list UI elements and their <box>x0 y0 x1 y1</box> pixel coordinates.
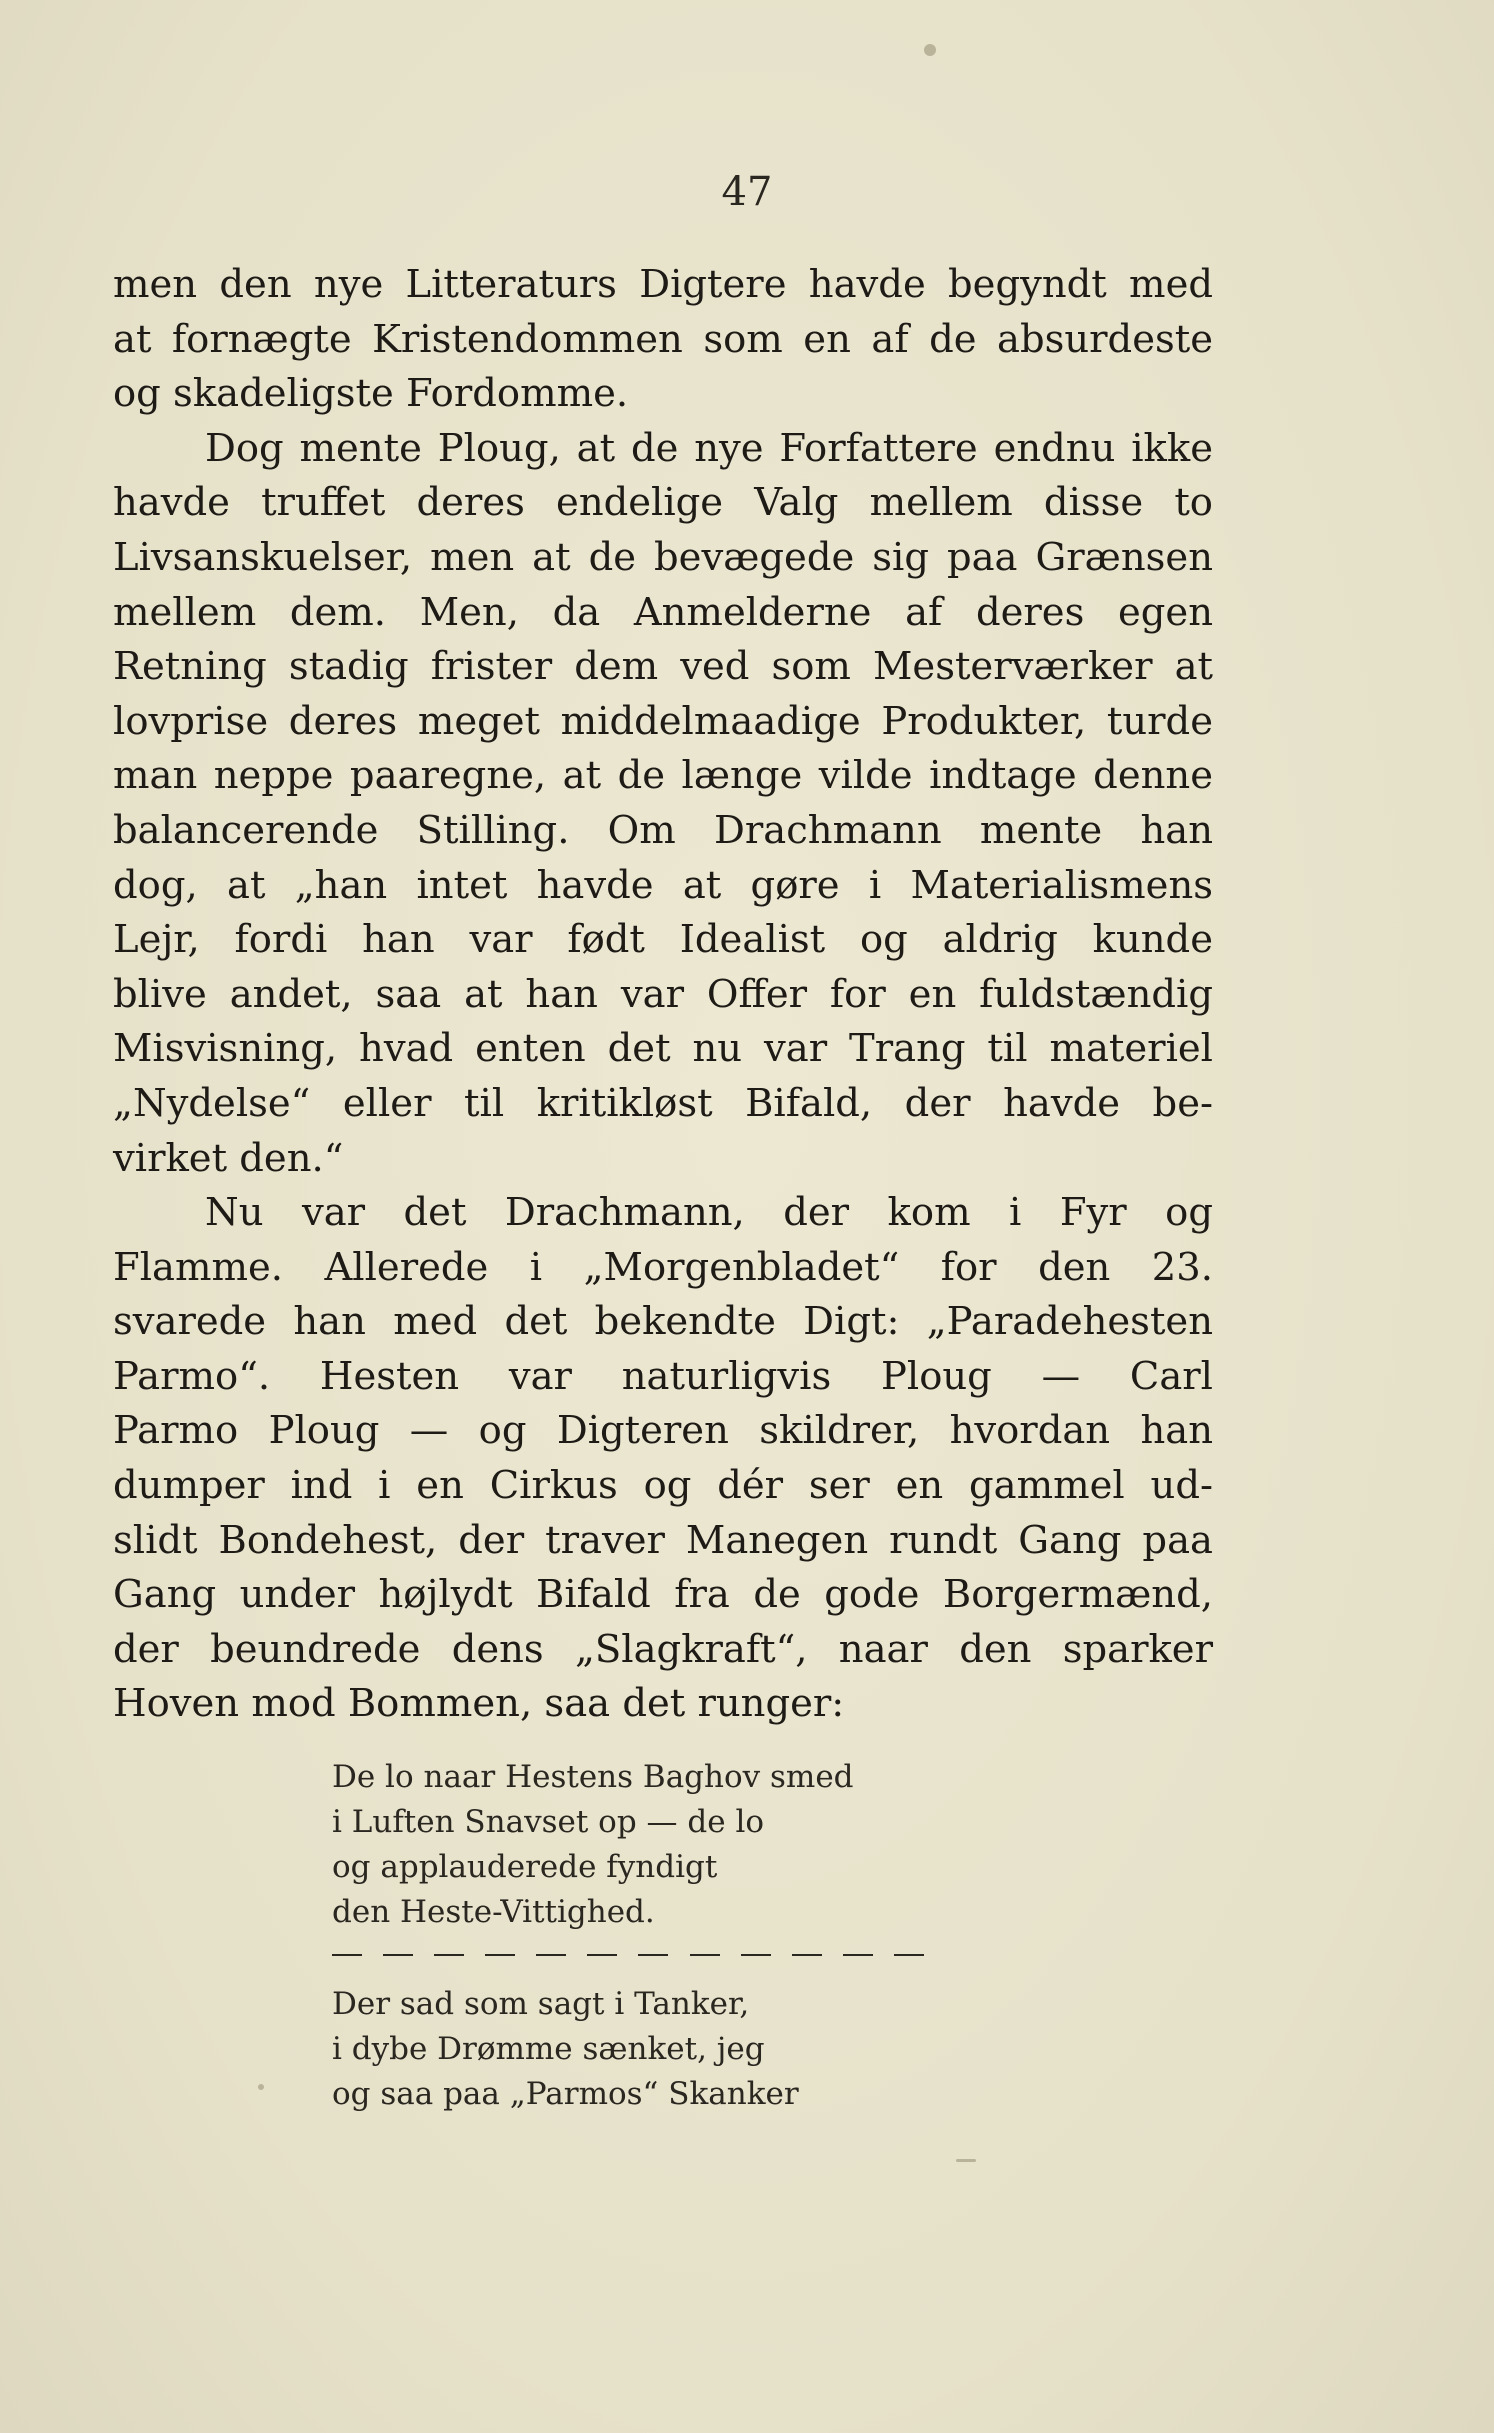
separator-dash <box>894 1954 924 1956</box>
text-line: og skadeligste Fordomme. <box>113 371 629 417</box>
text-line: Dog mente Ploug, at de nye Forfattere endnu ikke <box>205 425 1213 471</box>
separator-dash <box>434 1954 464 1956</box>
text-line: der beundrede dens „Slagkraft“, naar den sparker <box>113 1626 1213 1672</box>
text-line: at fornægte Kristendommen som en af de absurdeste <box>113 316 1213 362</box>
separator-dash <box>843 1954 873 1956</box>
separator-dash <box>792 1954 822 1956</box>
text-line: man neppe paaregne, at de længe vilde indtage denne <box>113 753 1213 799</box>
poem-line: og applauderede fyndigt <box>332 1849 718 1885</box>
text-line: Livsanskuelser, men at de bevægede sig paa Grænsen <box>113 534 1213 580</box>
text-line: dog, at „han intet havde at gøre i Materialismens <box>113 862 1213 908</box>
poem-line: i Luften Snavset op — de lo <box>332 1804 765 1840</box>
text-line: dumper ind i en Cirkus og dér ser en gammel ud- <box>113 1463 1213 1509</box>
separator-dash <box>690 1954 720 1956</box>
text-line: lovprise deres meget middelmaadige Produkter, turde <box>113 698 1213 744</box>
text-line: balancerende Stilling. Om Drachmann mente han <box>113 807 1213 853</box>
page-number: 47 <box>721 169 773 215</box>
paper-speck <box>956 2159 976 2162</box>
poem-line: Der sad som sagt i Tanker, <box>332 1986 750 2022</box>
text-line: slidt Bondehest, der traver Manegen rundt Gang paa <box>113 1517 1213 1563</box>
stanza-separator <box>332 1940 924 1970</box>
text-line: Flamme. Allerede i „Morgenbladet“ for den 23. <box>113 1244 1213 1290</box>
text-line: Parmo Ploug — og Digteren skildrer, hvordan han <box>113 1408 1213 1454</box>
text-line: Retning stadig frister dem ved som Mesterværker at <box>113 644 1213 690</box>
separator-dash <box>383 1954 413 1956</box>
text-line: Parmo“. Hesten var naturligvis Ploug — Carl <box>113 1353 1213 1399</box>
text-line: havde truffet deres endelige Valg mellem disse to <box>113 480 1213 526</box>
text-line: „Nydelse“ eller til kritikløst Bifald, der havde be- <box>113 1080 1213 1126</box>
separator-dash <box>741 1954 771 1956</box>
text-line: svarede han med det bekendte Digt: „Paradehesten <box>113 1299 1213 1345</box>
text-line: Nu var det Drachmann, der kom i Fyr og <box>205 1190 1213 1236</box>
text-line: mellem dem. Men, da Anmelderne af deres egen <box>113 589 1213 635</box>
text-line: Hoven mod Bommen, saa det runger: <box>113 1681 845 1727</box>
poem-stanza-1 <box>332 1755 932 1935</box>
separator-dash <box>587 1954 617 1956</box>
poem-line: og saa paa „Parmos“ Skanker <box>332 2076 799 2112</box>
paper-speck <box>258 2084 264 2090</box>
text-line: Gang under højlydt Bifald fra de gode Borgermænd, <box>113 1572 1213 1618</box>
separator-dash <box>638 1954 668 1956</box>
text-line: men den nye Litteraturs Digtere havde begyndt med <box>113 262 1213 307</box>
text-line: virket den.“ <box>113 1135 344 1181</box>
text-line: Lejr, fordi han var født Idealist og aldrig kunde <box>113 917 1213 963</box>
poem-line: De lo naar Hestens Baghov smed <box>332 1759 854 1795</box>
separator-dash <box>332 1954 362 1956</box>
poem-stanza-2 <box>332 1982 932 2117</box>
separator-dash <box>536 1954 566 1956</box>
poem-line: i dybe Drømme sænket, jeg <box>332 2031 765 2067</box>
body-text <box>113 258 1213 1732</box>
text-line: blive andet, saa at han var Offer for en fuldstændig <box>113 971 1213 1017</box>
text-line: Misvisning, hvad enten det nu var Trang til materiel <box>113 1026 1213 1072</box>
paper-speck <box>924 44 936 56</box>
separator-dash <box>485 1954 515 1956</box>
poem-line: den Heste-Vittighed. <box>332 1894 655 1930</box>
